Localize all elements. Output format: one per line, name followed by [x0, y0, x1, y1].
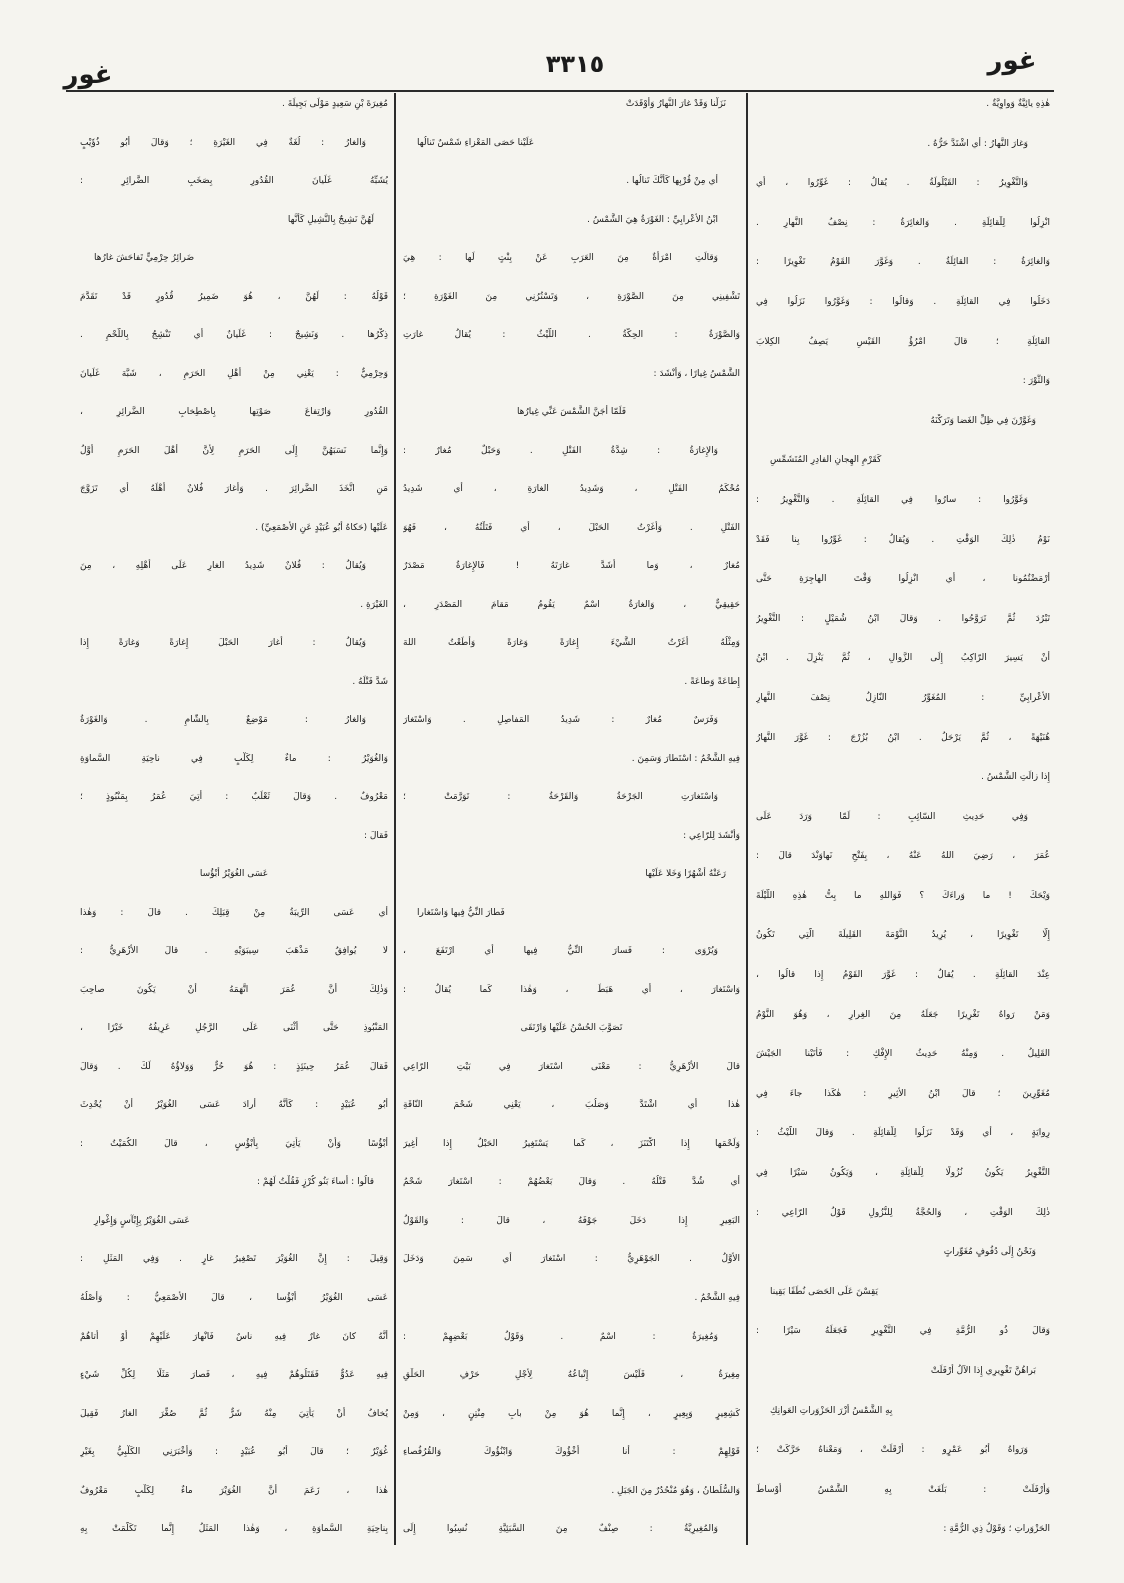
text-line: دَخَلُوا فِي القائِلَةِ . وَقالُوا : وَغَوَّرُوا نَزَلُوا فِي — [756, 296, 1050, 307]
text-line: القُدُورِ وَارْتِفاعَ صَوْتِها بِاصْطِخابِ الضَّرائِرِ ، — [80, 407, 388, 418]
text-line: انْزِلُوا لِلْقائِلَةِ . وَالغائِرَةُ : نِصْفُ النَّهارِ . — [756, 217, 1050, 228]
header-rule — [66, 90, 1054, 92]
text-line: أَي مِنْ قُرْبِها كَأَنَّكَ تَنالُها . — [626, 176, 718, 187]
verse-line: قالُوا : أَساءَ بَنُو كُرْزٍ فَقُلْتُ لَهُمْ : — [256, 1177, 374, 1188]
text-line: وَالغارُ : مَوْضِعٌ بِالشّامِ . وَالغَوْرَةُ — [80, 715, 366, 726]
text-line: مُغارٌ ، وَما أَشَدَّ غارَتَهُ ! فَالإِغارَةُ مَصْدَرٌ — [403, 561, 740, 572]
text-line: فَقالَ عُمَرُ حِينَئِذٍ : هُوَ حُرٌّ وَوَلاؤُهُ لَكَ . وَقالَ — [80, 1061, 388, 1072]
text-line: وَقِيلَ : إِنَّ الغُوَيْرَ تَصْغِيرُ غارٍ . وَفِي المَثَلِ : — [80, 1254, 388, 1265]
text-line: يُخافُ أَنْ يَأْتِيَ مِنْهُ شَرٌّ ثُمَّ صُغِّرَ الغارُ فَقِيلَ — [80, 1408, 388, 1419]
text-line: فِيهِ الشَّحْمُ . — [694, 1292, 740, 1303]
text-line: وَقالَتِ امْرَأَةٌ مِنَ العَرَبِ عَنْ بِنْتٍ لَها : هِيَ — [403, 253, 718, 264]
text-line: مُحْكَمُ الفَتْلِ ، وَشَدِيدُ الغارَةِ ، أَي شَدِيدُ — [403, 484, 740, 495]
text-line: غُوَيْرٌ ؛ قالَ أَبُو عُبَيْدٍ : وَأَخْبَرَنِي الكَلْبِيُّ بِغَيْرِ — [80, 1447, 388, 1458]
verse-line: عَلَيْنا حَصَى المَعْزاءِ شَمْسٌ تَنالُها — [417, 137, 535, 148]
text-line: الفَتْلِ . وَأَغَرْتُ الحَبْلَ ، أَي فَتَلْتُهُ ، فَهُوَ — [403, 522, 740, 533]
text-line: عِنْدَ القائِلَةِ . يُقالُ : غَوَّرَ القَوْمُ إِذا قالُوا ، — [756, 970, 1050, 981]
text-line: وَمَنْ رَواهُ تَغْرِيرًا جَعَلَهُ مِنَ الغِرارِ ، وَهُوَ النَّوْمُ — [756, 1009, 1050, 1020]
text-line: حَقِيقِيٌّ ، وَالغارَةُ اسْمٌ يَقُومُ مَقامَ المَصْدَرِ ، — [403, 599, 740, 610]
verse-line: فَلَمّا أَجَنَّ الشَّمْسَ عَنِّي غِيارُها — [516, 407, 627, 418]
text-line: التَّغْوِيرُ يَكُونُ نُزُولًا لِلْقائِلَةِ ، وَيَكُونُ سَيْرًا فِي — [756, 1168, 1050, 1179]
verse-line: كَقَرْمِ الهِجانِ الفادِرِ المُتَشَمِّسِ — [770, 455, 882, 466]
text-line: الأَعْرابِيِّ : المُغَوِّرُ النّازِلُ نِصْفَ النَّهارِ — [756, 692, 1050, 703]
column-divider-left — [394, 93, 396, 1545]
text-line: وَيُقالُ : أَغارَ الحَبْلَ إِغارَةً وَغارَةً إِذا — [80, 638, 366, 649]
text-line: نَوْمُ ذٰلِكَ الوَقْتِ . وَيُقالُ : غَوِّرُوا بِنا فَقَدْ — [756, 534, 1050, 545]
text-line: إِذا زالَتِ الشَّمْسُ . — [981, 772, 1050, 783]
verse-line: وَنَحْنُ إِلَى دُفُوفٍ مُغَوِّراتٍ — [943, 1247, 1036, 1258]
text-line: هٰذِهِ يائِيَّةٌ وَواوِيَّةٌ . — [986, 99, 1050, 109]
text-line: وَأَنْشَدَ لِلرّاعِي : — [683, 830, 740, 841]
text-line: وَيُرْوَى : فَسارَ النِّيُّ فِيها أَي ارْتَفَعَ ، — [403, 946, 718, 957]
text-line: وَإِنَّما نَسَبَهُنَّ إِلَى الحَرَمِ لِأَنَّ أَهْلَ الحَرَمِ أَوَّلُ — [80, 445, 388, 456]
text-line: مَنِ اتَّخَذَ الضَّرائِرَ . وَأَغارَ فُلانٌ أَهْلَهُ أَي تَزَوَّجَ — [80, 484, 388, 495]
text-line: وَلَحْمَها إِذا اكْتَنَزَ ، كَما يَسْتَغِيرُ الحَبْلُ إِذا أُغِيرَ — [403, 1138, 740, 1149]
text-line: عُمَرَ ، رَضِيَ اللهُ عَنْهُ ، بِفَتْحِ نَهاوَنْدَ قالَ : — [756, 851, 1050, 862]
text-line: أَي شُدَّ فَتْلُهُ . وَقالَ بَعْضُهُمْ : اسْتَغارَ شَحْمُ — [403, 1177, 740, 1188]
text-line: وَالثَّوْرَ : — [1022, 376, 1050, 387]
verse-line: بِهِ الشَّمْسُ أُزْرَ الحَزْوَراتِ العَوانِكِ — [770, 1405, 893, 1416]
header-headword-left: غور — [63, 60, 113, 90]
text-line: وَفِي حَدِيثِ السّائِبِ : لَمّا وَرَدَ عَلَى — [756, 811, 1028, 822]
text-line: وَيُقالُ : فُلانٌ شَدِيدُ الغارِ عَلَى أَهْلِهِ ، مِنَ — [80, 561, 366, 572]
text-line: قالَ الأَزْهَرِيُّ : مَعْنَى اسْتَغارَ فِي بَيْتِ الرّاعِي — [403, 1061, 740, 1072]
text-line: فِيهِ الشَّحْمُ : اسْتَطارَ وَسَمِنَ . — [631, 753, 740, 764]
text-line: ابْنُ الأَعْرابِيِّ : الغَوْرَةُ هِيَ الشَّمْسُ . — [587, 214, 718, 225]
text-line: مَعْرُوفٌ . وَقالَ ثَعْلَبٌ : أُتِيَ عُمَرُ بِمَنْبُوذٍ ؛ — [80, 792, 388, 803]
text-line: هٰذا ، زَعَمَ أَنَّ الغُوَيْرَ ماءٌ لِكَلْبٍ مَعْرُوفٌ — [80, 1485, 388, 1496]
text-line: مِغِيرَةُ ، فَلَيْسَ إِتْباعُهُ لِأَجْلِ حَرْفِ الحَلْقِ — [403, 1370, 740, 1381]
text-line: وَالمُغِيرِيَّةُ : صِنْفٌ مِنَ السَّبَئِيَّةِ نُسِبُوا إِلَى — [403, 1524, 718, 1535]
text-line: القائِلَةِ ؛ قالَ امْرُؤُ القَيْسِ يَصِفُ الكِلابَ — [756, 336, 1050, 347]
text-line: الشَّمْسُ غِيارًا ، وَأَنْشَدَ : — [653, 368, 740, 379]
text-line: الغَيْرَةِ . — [360, 599, 388, 610]
text-line: وَأَرْفَلَتْ : بَلَغَتْ بِهِ الشَّمْسُ أَوْساطَ — [756, 1484, 1050, 1495]
text-line: أَبُو عُبَيْدٍ : كَأَنَّهُ أَرادَ عَسَى الغُوَيْرُ أَنْ يُحْدِثَ — [80, 1100, 388, 1111]
text-line: وَمِثْلُهُ أَغَرْتُ الشَّيْءَ إِغارَةً وَغارَةً وَأَطَعْتُ اللهَ — [403, 638, 740, 649]
text-line: يُشَبِّهُ غَلَيانَ القُدُورِ بِصَخَبِ الضَّرائِرِ : — [80, 176, 388, 187]
column-divider-right — [746, 93, 748, 1545]
text-line: وَفَرَسٌ مُغارٌ : شَدِيدُ المَفاصِلِ . وَاسْتَغارَ — [403, 715, 718, 726]
header-headword-right: غور — [987, 46, 1037, 76]
verse-line: تَصَوَّبَ الحُسْنُ عَلَيْها وَارْتَقَى — [520, 1023, 623, 1034]
text-line: شَدَّ فَتْلَهُ . — [352, 676, 388, 687]
text-line: تَشْفِينِي مِنَ الصَّوْرَةِ ، وَتَسْتُرُنِي مِنَ الغَوْرَةِ ؛ — [403, 291, 740, 302]
verse-line: ضَرائِرُ حِرْمِيٍّ تَفاحَشَ غارُها — [94, 253, 195, 264]
text-line: وَرَواهُ أَبُو عَمْرٍو : أَرْقَلَتْ ، وَمَعْناهُ حَرَّكَتْ ؛ — [756, 1445, 1028, 1456]
text-line: رِوايَةٍ ، أَي وَقَدْ نَزَلُوا لِلْقائِلَةِ . وَقالَ اللَّيْثُ : — [756, 1128, 1050, 1139]
text-line: وَغَوَّرُوا : سارُوا فِي القائِلَةِ . وَالتَّغْوِيرُ : — [756, 494, 1028, 505]
text-line: وَالتَّغْوِيرُ : القَيْلُولَةُ . يُقالُ : غَوِّرُوا ، أَي — [756, 178, 1028, 189]
text-line: عَلَيْها (حَكاهُ أَبُو عُبَيْدٍ عَنِ الأَصْمَعِيِّ) . — [255, 522, 388, 533]
text-line: فَقالَ : — [363, 830, 388, 841]
verse-line: نَزَلْنا وَقَدْ غارَ النَّهارُ وَأَوْقَدَتْ — [625, 99, 726, 109]
text-line: هٰذا أَي اشْتَدَّ وَصَلُبَ ، يَعْنِي شَحْمَ النّاقَةِ — [403, 1100, 740, 1111]
text-line: وَاسْتَغارَتِ الجَرْحَةُ وَالقَرْحَةُ : تَوَرَّمَتْ ؛ — [403, 792, 718, 803]
text-line: قَوْلِهِمْ : أَنا أُخْؤُوكَ وَابْنُؤُوكَ وَالقُرُفُصاءِ — [403, 1447, 740, 1458]
text-line: إِلّا تَغْوِيرًا ، يُرِيدُ النَّوْمَةَ القَلِيلَةَ الَّتِي تَكُونُ — [756, 930, 1050, 941]
verse-line: فَطارَ النِّيُّ فِيها وَاسْتَغارا — [417, 907, 505, 918]
text-line: المَنْبُوذِ حَتَّى أَثْنَى عَلَى الرَّجُلِ عَرِيفُهُ خَيْرًا ، — [80, 1023, 388, 1034]
verse-line: وَغَوَّرْنَ فِي ظِلِّ الغَضا وَتَرَكْنَهُ — [930, 415, 1036, 426]
text-line: تَبْرُدَ ثُمَّ تَرَوَّحُوا . وَقالَ ابْنُ شُمَيْلٍ : التَّغْوِيرُ — [756, 613, 1050, 624]
text-line: الحَزْوَراتِ ؛ وَقَوْلُ ذِي الرُّمَّةِ : — [943, 1524, 1050, 1535]
text-line: أَبْؤُسًا وَأَنْ يَأْتِيَ بِأَبْؤُسٍ ، قالَ الكُمَيْتُ : — [80, 1138, 388, 1149]
column-middle — [403, 97, 740, 1537]
text-line: بِناحِيَةِ السَّماوَةِ ، وَهٰذا المَثَلُ إِنَّما تَكَلَّمَتْ بِهِ — [80, 1524, 388, 1535]
text-line: البَعِيرِ إِذا دَخَلَ جَوْفَهُ ، قالَ : وَالقَوْلُ — [403, 1215, 740, 1226]
verse-line: عَسَى الغُوَيْرُ بِإِبْآسٍ وَإِغْوارِ — [94, 1215, 190, 1226]
text-line: وَيْحَكَ ! ما وَراءَكَ ؟ فَوَاللهِ ما بِتُّ هٰذِهِ اللَّيْلَةَ — [756, 890, 1050, 901]
text-line: أَنْ يَسِيرَ الرّاكِبُ إِلَى الزَّوالِ ، ثُمَّ يَنْزِلَ . ابْنُ — [756, 653, 1050, 664]
text-line: عَسَى الغُوَيْرُ أَبْؤُسا ، قالَ الأَصْمَعِيُّ : وَأَصْلُهُ — [80, 1292, 388, 1303]
text-line: قَوْلُهُ : لَهُنَّ ، هُوَ ضَمِيرُ قُدُورٍ قَدْ تَقَدَّمَ — [80, 291, 388, 302]
verse-line: لَهُنَّ نَشِيجٌ بِالنَّشِيلِ كَأَنَّها — [287, 214, 374, 225]
column-left — [80, 97, 388, 1537]
text-line: مُغِيرَةَ بْنِ سَعِيدٍ مَوْلَى بَجِيلَةَ . — [282, 99, 388, 109]
text-line: وَمُغِيرَةُ : اسْمٌ . وَقَوْلُ بَعْضِهِمْ : — [403, 1331, 718, 1342]
text-line: وَقالَ ذُو الرُّمَّةِ فِي التَّغْوِيرِ فَجَعَلَهُ سَيْرًا : — [756, 1326, 1050, 1337]
text-line: وَاسْتَغارَ ، أَي هَبَطَ ، وَهٰذا كَما يُقالُ : — [403, 984, 740, 995]
text-line: وَالغارُ : لُغَةٌ فِي الغَيْرَةِ ؛ وَقالَ أَبُو ذُؤَيْبٍ — [80, 137, 366, 148]
text-line: لا يُوافِقُ مَذْهَبَ سِيبَوَيْهِ . قالَ الأَزْهَرِيُّ : — [80, 946, 388, 957]
text-line: وَالغائِرَةُ : القائِلَةُ . وَغَوَّرَ القَوْمُ تَغْوِيرًا : — [756, 257, 1050, 268]
text-line: ذٰلِكَ الوَقْتِ ، وَالحُجَّةُ لِلنُّزُولِ قَوْلُ الرّاعِي : — [756, 1207, 1050, 1218]
text-line: إِطاعَةً وَطاعَةً . — [684, 676, 740, 687]
text-line: القَلِيلُ . وَمِنْهُ حَدِيثُ الإِفْكِ : فَأَتَيْنا الجَيْشَ — [756, 1049, 1050, 1060]
column-right — [756, 97, 1050, 1537]
text-line: مُغَوِّرِينَ ؛ قالَ ابْنُ الأَثِيرِ : هٰكَذا جاءَ فِي — [756, 1088, 1050, 1099]
text-line: أَنَّهُ كانَ غارٌ فِيهِ ناسٌ فَانْهارَ عَلَيْهِمْ أَوْ أَتاهُمْ — [80, 1331, 388, 1342]
text-line: وَالصَّوْرَةُ : الحِكَّةُ . اللَّيْثُ : يُقالُ غارَتِ — [403, 330, 740, 341]
text-line: أَرْمَضْتُمُونا ، أَي انْزِلُوا وَقْتَ الهاجِرَةِ حَتَّى — [756, 574, 1050, 585]
text-line: فِيهِ عَدُوٌّ فَقَتَلُوهُمْ فِيهِ ، فَصارَ مَثَلًا لِكُلِّ شَيْءٍ — [80, 1370, 388, 1381]
text-line: ذِكْرُها . وَنَشِيجٌ : غَلَيانٌ أَي تَنْشِجُ بِاللَّحْمِ . — [80, 330, 388, 341]
verse-line: يَقِسْنَ عَلَى الحَصَى نُطَفًا بَقِينا — [770, 1286, 879, 1297]
text-line: كَشِعِيرٍ وَبِعِيرٍ ، إِنَّما هُوَ مِنْ بابِ مِنْتِنٍ ، وَمِنْ — [403, 1408, 740, 1419]
text-line: وَالغُوَيْرُ : ماءٌ لِكَلْبٍ فِي ناحِيَةِ السَّماوَةِ — [80, 753, 388, 764]
text-line: هُنَيْهَةً ، ثُمَّ يَرْحَلُ . ابْنُ بُزُرْجَ : غَوَّرَ النَّهارُ — [756, 732, 1050, 743]
text-line: وَغارَ النَّهارُ : أَي اشْتَدَّ حَرُّهُ . — [927, 138, 1028, 149]
text-line: وَالإِغارَةُ : شِدَّةُ الفَتْلِ . وَحَبْلٌ مُغارٌ : — [403, 445, 718, 456]
text-line: أَي عَسَى الرِّيبَةُ مِنْ قِبَلِكَ . قالَ : وَهٰذا — [80, 907, 388, 918]
page-number: ٣٣١٥ — [545, 50, 605, 78]
text-line: الأَوَّلُ . الجَوْهَرِيُّ : اسْتَغارَ أَي سَمِنَ وَدَخَلَ — [403, 1254, 740, 1265]
text-line: وَحِرْمِيٌّ : يَعْنِي مِنْ أَهْلِ الحَرَمِ ، شَبَّهَ غَلَيانَ — [80, 368, 388, 379]
verse-line: رَعَتْهُ أَشْهُرًا وَخَلا عَلَيْها — [645, 869, 726, 880]
verse-line: بَراهُنَّ تَغْوِيرِي إِذا الآلُ أَرْفَلَتْ — [930, 1366, 1036, 1376]
text-line: وَالسُّلُطانُ ، وَهُوَ مُنْحُدُرٌ مِنَ الجَبَلِ . — [611, 1485, 740, 1496]
text-line: وَذٰلِكَ أَنَّ عُمَرَ اتَّهَمَهُ أَنْ يَكُونَ صاحِبَ — [80, 984, 388, 995]
verse-line: عَسَى الغُوَيْرُ أَبْؤُسا — [199, 869, 269, 880]
